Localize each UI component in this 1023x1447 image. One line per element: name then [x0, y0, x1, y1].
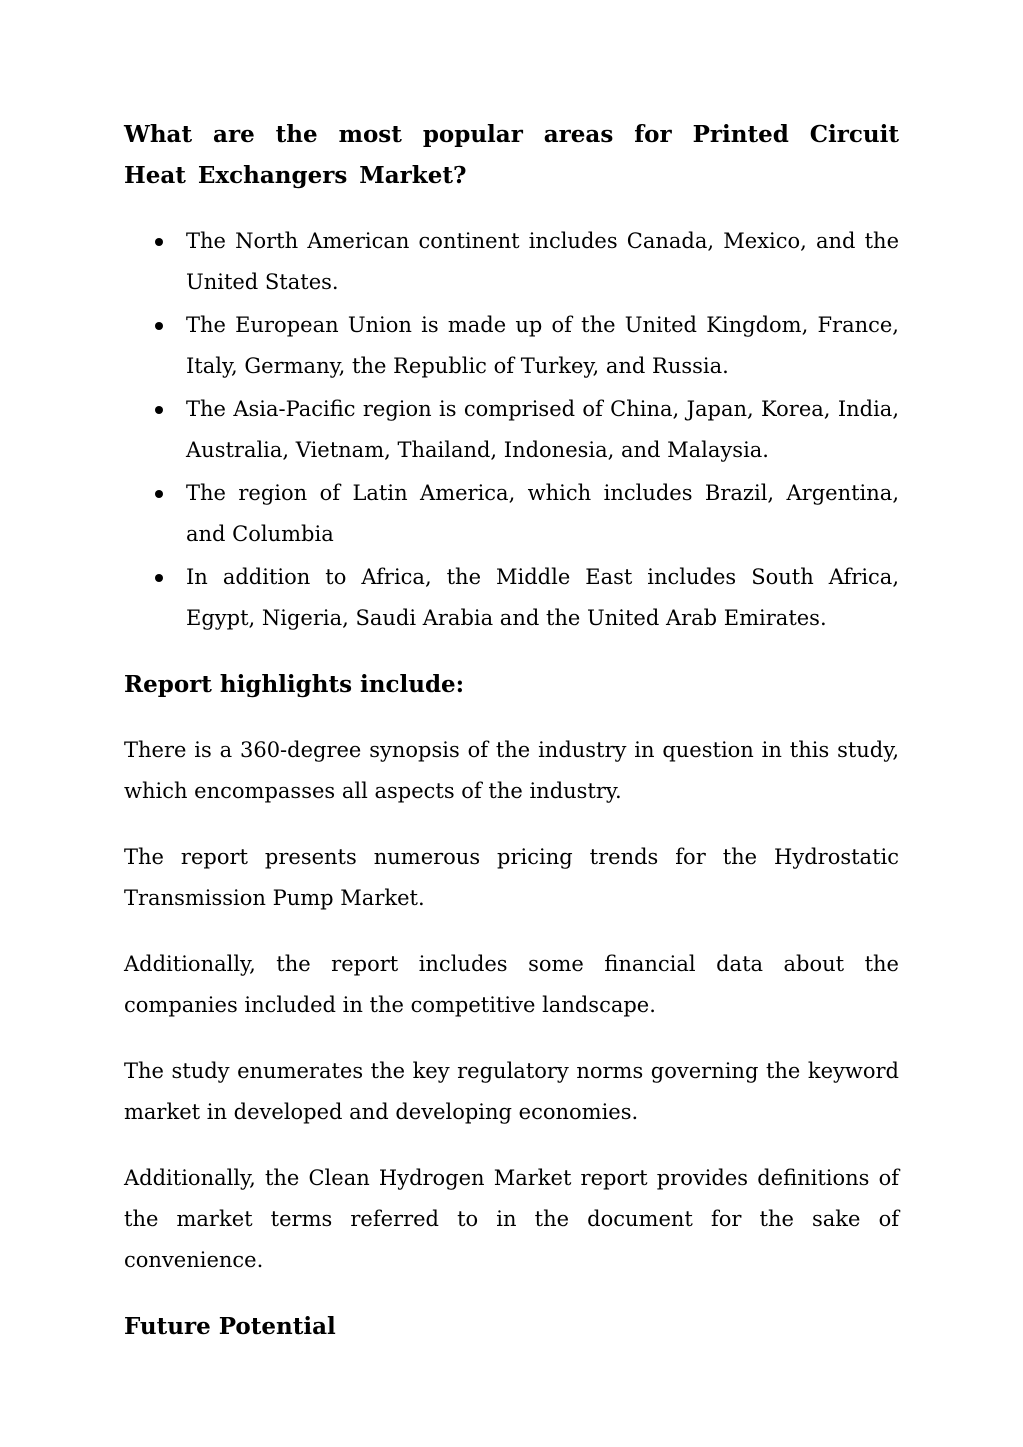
section-heading-regions: What are the most popular areas for Printed Circuit Heat Exchangers Market? [124, 121, 899, 189]
list-item [124, 389, 899, 471]
bullet-icon [155, 406, 163, 414]
bullet-icon [155, 574, 163, 582]
section-heading-highlights: Report highlights include: [124, 671, 465, 698]
list-item-text: The North American continent includes Canada, Mexico, and the United States. [186, 229, 899, 294]
document-page [124, 114, 899, 1372]
bullet-icon [155, 238, 163, 246]
list-item-text: The region of Latin America, which includes Brazil, Argentina, and Columbia [186, 481, 899, 546]
list-item [124, 221, 899, 303]
list-item-text: The Asia-Pacific region is comprised of China, Japan, Korea, India, Australia, Vietnam, Thailand, Indonesia, and Malaysia. [186, 397, 899, 462]
bullet-icon [155, 490, 163, 498]
list-item-text: The European Union is made up of the United Kingdom, France, Italy, Germany, the Republic of Turkey, and Russia. [186, 313, 899, 378]
section-heading-future: Future Potential [124, 1313, 336, 1340]
regions-list [124, 221, 899, 639]
paragraph-financial: Additionally, the report includes some financial data about the companies included in the competitive landscape. [124, 952, 899, 1017]
bullet-icon [155, 322, 163, 330]
list-item-text: In addition to Africa, the Middle East includes South Africa, Egypt, Nigeria, Saudi Arabia and the United Arab Emirates. [186, 565, 899, 630]
list-item [124, 557, 899, 639]
list-item [124, 473, 899, 555]
paragraph-synopsis: There is a 360-degree synopsis of the industry in question in this study, which encompasses all aspects of the industry. [124, 738, 899, 803]
paragraph-regulatory: The study enumerates the key regulatory norms governing the keyword market in developed and developing economies. [124, 1059, 899, 1124]
list-item [124, 305, 899, 387]
paragraph-pricing: The report presents numerous pricing trends for the Hydrostatic Transmission Pump Market. [124, 845, 899, 910]
paragraph-definitions: Additionally, the Clean Hydrogen Market report provides definitions of the market terms referred to in the document for the sake of convenience. [124, 1166, 899, 1272]
